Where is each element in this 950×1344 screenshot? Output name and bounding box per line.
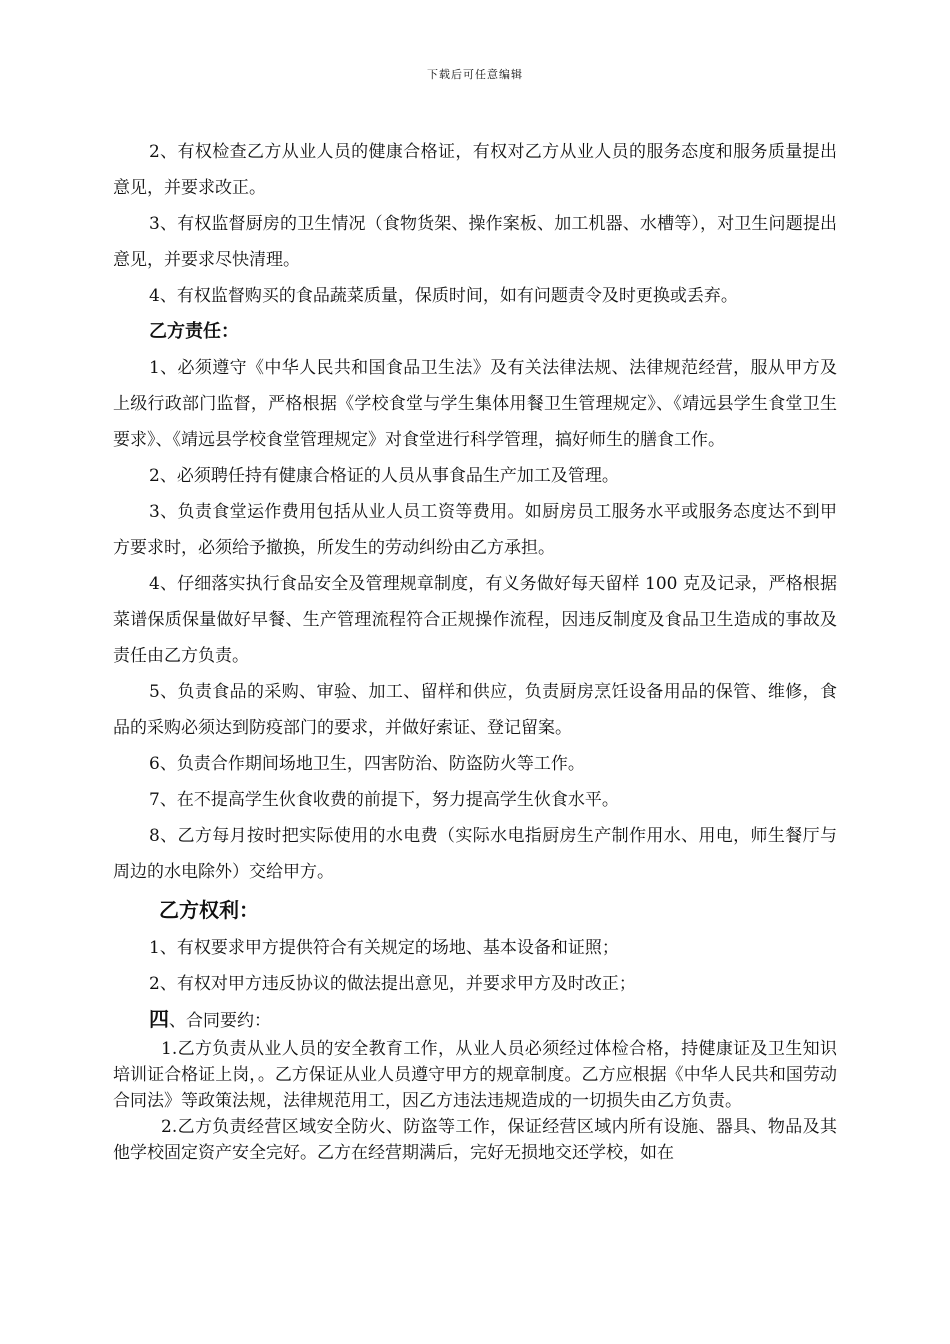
responsibility-item-5: 5、负责食品的采购、审验、加工、留样和供应，负责厨房烹饪设备用品的保管、维修，食品的采购必须达到防疫部门的要求，并做好索证、登记留案。 xyxy=(113,682,837,738)
responsibility-item-1: 1、必须遵守《中华人民共和国食品卫生法》及有关法律法规、法律规范经营，服从甲方及上级行政部门监督，严格根据《学校食堂与学生集体用餐卫生管理规定》、《靖远县学生食堂卫生要求》、《靖远县学校食堂管理规定》对食堂进行科学管理，搞好师生的膳食工作。 xyxy=(113,358,837,450)
responsibility-item-4: 4、仔细落实执行食品安全及管理规章制度，有义务做好每天留样 100 克及记录，严格根据菜谱保质保量做好早餐、生产管理流程符合正规操作流程，因违反制度及食品卫生造成的事故及责任由乙方负责。 xyxy=(113,574,837,666)
section-number: 四 xyxy=(149,1007,169,1031)
rights-item-2: 2、有权对甲方违反协议的做法提出意见，并要求甲方及时改正； xyxy=(149,974,636,994)
paragraph-a-4: 4、有权监督购买的食品蔬菜质量，保质时间，如有问题责令及时更换或丢弃。 xyxy=(149,286,738,306)
responsibility-item-6: 6、负责合作期间场地卫生，四害防治、防盗防火等工作。 xyxy=(149,754,585,774)
section-title: 、合同要约： xyxy=(169,1011,271,1031)
responsibility-item-7: 7、在不提高学生伙食收费的前提下，努力提高学生伙食水平。 xyxy=(149,790,619,810)
contract-item-2: 2.乙方负责经营区域安全防火、防盗等工作，保证经营区域内所有设施、器具、物品及其他学校固定资产安全完好。乙方在经营期满后，完好无损地交还学校，如在 xyxy=(113,1117,837,1163)
header-note: 下载后可任意编辑 xyxy=(427,68,523,81)
section-heading-contract xyxy=(113,1004,837,1036)
rights-item-1: 1、有权要求甲方提供符合有关规定的场地、基本设备和证照； xyxy=(149,938,619,958)
contract-item-1: 1.乙方负责从业人员的安全教育工作，从业人员必须经过体检合格，持健康证及卫生知识培训证合格证上岗，。乙方保证从业人员遵守甲方的规章制度。乙方应根据《中华人民共和国劳动合同法》等政策法规，法律规范用工，因乙方违法违规造成的一切损失由乙方负责。 xyxy=(113,1039,837,1111)
responsibility-item-2: 2、必须聘任持有健康合格证的人员从事食品生产加工及管理。 xyxy=(149,466,619,486)
responsibility-item-8: 8、乙方每月按时把实际使用的水电费（实际水电指厨房生产制作用水、用电，师生餐厅与周边的水电除外）交给甲方。 xyxy=(113,826,837,882)
paragraph-a-2: 2、有权检查乙方从业人员的健康合格证，有权对乙方从业人员的服务态度和服务质量提出意见，并要求改正。 xyxy=(113,142,837,198)
section-heading-rights: 乙方权利： xyxy=(159,898,259,922)
document-body xyxy=(113,134,837,1166)
responsibility-item-3: 3、负责食堂运作费用包括从业人员工资等费用。如厨房员工服务水平或服务态度达不到甲方要求时，必须给予撤换，所发生的劳动纠纷由乙方承担。 xyxy=(113,502,837,558)
paragraph-a-3: 3、有权监督厨房的卫生情况（食物货架、操作案板、加工机器、水槽等），对卫生问题提出意见，并要求尽快清理。 xyxy=(113,214,837,270)
section-heading-responsibilities: 乙方责任： xyxy=(149,321,239,342)
